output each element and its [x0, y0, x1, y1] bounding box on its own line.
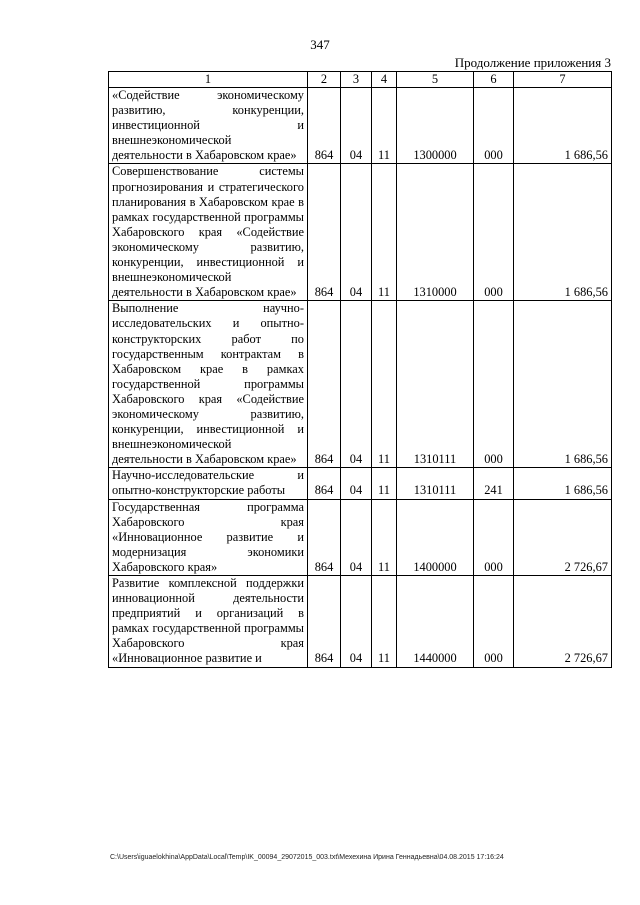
- column-header: 7: [514, 72, 612, 88]
- row-description: [109, 301, 308, 468]
- description-text: деятельности в Хабаровском: [112, 148, 265, 163]
- table-row: [109, 499, 612, 575]
- description-text: Развитие комплексной: [112, 576, 237, 590]
- description-text: исследовательских и опытно-: [112, 316, 304, 331]
- description-text: в Хабаровском крае в рамках: [112, 194, 304, 224]
- description-text: организаций в рамках: [112, 606, 304, 636]
- description-text: Хабаровского края»: [112, 559, 218, 574]
- ministry-code: 864: [308, 88, 341, 164]
- continuation-label: Продолжение приложения 3: [454, 55, 611, 70]
- description-text: опытно-конструкторские: [112, 483, 245, 498]
- ministry-code: 864: [308, 164, 341, 301]
- ministry-code: 864: [308, 301, 341, 468]
- row-description: [109, 88, 308, 164]
- description-text: государственным контрактам: [112, 346, 282, 361]
- table-row: [109, 88, 612, 164]
- section-code: 04: [341, 576, 372, 668]
- description-text: деятельности предприятий и: [112, 591, 304, 621]
- column-header: 3: [341, 72, 372, 88]
- expense-type-code: 000: [474, 576, 514, 668]
- description-text: развитию, конкуренции,: [112, 239, 304, 270]
- description-text: Государственная программа: [112, 499, 304, 514]
- row-description: [109, 576, 308, 668]
- subsection-code: 11: [372, 499, 397, 575]
- description-text: работы: [247, 483, 286, 498]
- target-article-code: 1440000: [397, 576, 474, 668]
- amount-value: 1 686,56: [514, 88, 612, 164]
- target-article-code: 1310111: [397, 468, 474, 499]
- target-article-code: 1400000: [397, 499, 474, 575]
- target-article-code: 1310111: [397, 301, 474, 468]
- section-code: 04: [341, 164, 372, 301]
- table-body: [109, 88, 612, 668]
- description-text: конструкторских работ по: [112, 331, 304, 346]
- table-row: [109, 301, 612, 468]
- description-text: государственной программы: [152, 209, 304, 224]
- subsection-code: 11: [372, 301, 397, 468]
- subsection-code: 11: [372, 88, 397, 164]
- description-text: «Инновационное развитие и: [112, 529, 304, 544]
- table-row: [109, 468, 612, 499]
- budget-table: [108, 71, 612, 668]
- description-text: Хабаровского края: [112, 391, 223, 406]
- description-text: прогнозирования и: [112, 179, 215, 194]
- table-row: [109, 576, 612, 668]
- description-text: инвестиционной и: [196, 422, 304, 437]
- section-code: 04: [341, 468, 372, 499]
- description-text: «Содействие экономическому: [112, 88, 304, 102]
- ministry-code: 864: [308, 468, 341, 499]
- ministry-code: 864: [308, 576, 341, 668]
- expense-type-code: 000: [474, 164, 514, 301]
- description-text: развитию, конкуренции,: [112, 103, 304, 118]
- description-text: стратегического планирования: [112, 179, 304, 209]
- description-text: Хабаровского края: [112, 224, 223, 239]
- amount-value: 1 686,56: [514, 164, 612, 301]
- description-text: Совершенствование системы: [112, 164, 304, 179]
- file-path-footer: C:\Users\iguaelokhina\AppData\Local\Temp\IK_00094_29072015_003.txt\Мехехина Ирина Геннадьевна\04.08.2015 17:16:24: [110, 854, 504, 861]
- expense-type-code: 000: [474, 499, 514, 575]
- expense-type-code: 241: [474, 468, 514, 499]
- expense-type-code: 000: [474, 301, 514, 468]
- description-text: «Содействие экономическому: [112, 391, 304, 421]
- description-text: внешнеэкономической: [112, 437, 232, 452]
- column-header: 6: [474, 72, 514, 88]
- amount-value: 2 726,67: [514, 499, 612, 575]
- ministry-code: 864: [308, 499, 341, 575]
- column-header: 4: [372, 72, 397, 88]
- description-text: деятельности в Хабаровском: [112, 285, 265, 300]
- description-text: поддержки инновационной: [112, 576, 304, 606]
- table-header-row: [109, 72, 612, 88]
- subsection-code: 11: [372, 468, 397, 499]
- column-header: 2: [308, 72, 341, 88]
- description-text: государственной программы: [152, 621, 304, 636]
- description-text: инвестиционной и: [196, 255, 304, 270]
- row-description: [109, 468, 308, 499]
- description-text: Хабаровского края: [112, 636, 304, 651]
- amount-value: 1 686,56: [514, 301, 612, 468]
- target-article-code: 1300000: [397, 88, 474, 164]
- target-article-code: 1310000: [397, 164, 474, 301]
- section-code: 04: [341, 88, 372, 164]
- description-text: государственной программы: [112, 376, 304, 391]
- column-header: 5: [397, 72, 474, 88]
- column-header: 1: [109, 72, 308, 88]
- description-text: инвестиционной и: [112, 118, 304, 133]
- description-text: Выполнение научно-: [112, 301, 304, 316]
- section-code: 04: [341, 499, 372, 575]
- description-text: модернизация экономики: [112, 544, 304, 559]
- subsection-code: 11: [372, 164, 397, 301]
- description-text: внешнеэкономической: [112, 270, 232, 285]
- description-text: развитию, конкуренции,: [112, 406, 304, 437]
- description-text: крае»: [267, 285, 297, 300]
- description-text: «Инновационное развитие и: [112, 651, 262, 666]
- description-text: в Хабаровском крае в рамках: [112, 346, 304, 376]
- amount-value: 2 726,67: [514, 576, 612, 668]
- page-number: 347: [310, 37, 330, 52]
- description-text: деятельности в Хабаровском: [112, 452, 265, 467]
- amount-value: 1 686,56: [514, 468, 612, 499]
- description-text: Хабаровского края: [112, 514, 304, 529]
- description-text: крае»: [267, 148, 297, 163]
- row-description: [109, 164, 308, 301]
- description-text: «Содействие экономическому: [112, 224, 304, 254]
- row-description: [109, 499, 308, 575]
- expense-type-code: 000: [474, 88, 514, 164]
- subsection-code: 11: [372, 576, 397, 668]
- section-code: 04: [341, 301, 372, 468]
- table-row: [109, 164, 612, 301]
- description-text: крае»: [267, 452, 297, 467]
- description-text: Научно-исследовательские и: [112, 468, 304, 483]
- description-text: внешнеэкономической: [112, 133, 232, 148]
